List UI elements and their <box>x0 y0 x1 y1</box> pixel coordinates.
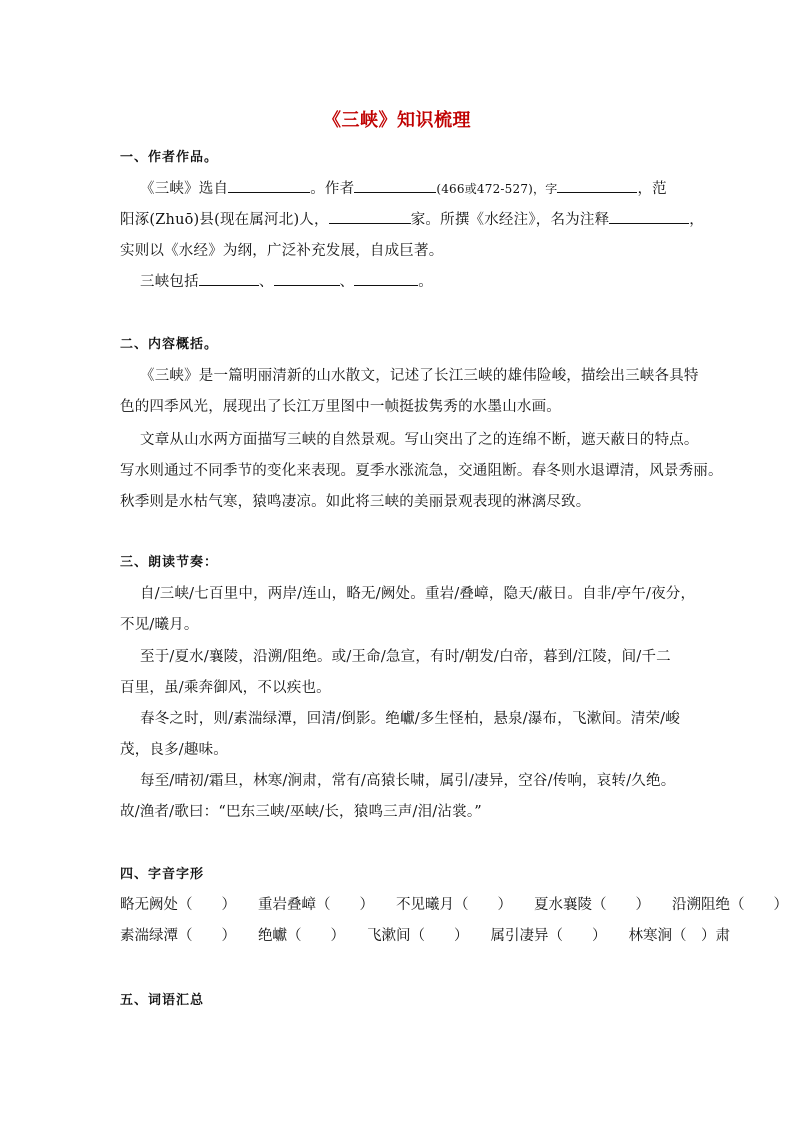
page-title: 《三峡》知识梳理 <box>323 110 471 131</box>
section-1-line-4 <box>140 270 680 291</box>
text: 《三峡》选自 <box>140 181 229 197</box>
section-3-line-6: 茂，良多/趣味。 <box>120 742 228 758</box>
section-1-line-3: 实则以《水经》为纲，广泛补充发展，自成巨著。 <box>120 243 444 259</box>
text: ，范 <box>637 181 667 197</box>
section-2-line-5: 秋季则是水枯气寒，猿鸣凄凉。如此将三峡的美丽景观表现的淋漓尽致。 <box>120 494 591 510</box>
section-3-line-3: 至于/夏水/襄陵，沿溯/阻绝。或/王命/急宣，有时/朝发/白帝，暮到/江陵，间/千二 <box>140 649 671 665</box>
section-2-line-2: 色的四季风光，展现出了长江万里图中一帧挺拔隽秀的水墨山水画。 <box>120 399 561 415</box>
pronunciation-item: 绝巘（ ） <box>258 928 345 944</box>
section-2-line-4: 写水则通过不同季节的变化来表现。夏季水涨流急，交通阻断。春冬则水退谭清，风景秀丽。 <box>120 463 723 479</box>
pronunciation-item: 素湍绿潭（ ） <box>120 928 236 944</box>
pronunciation-item: 林寒涧（ ）肃 <box>628 928 730 944</box>
fill-blank[interactable] <box>228 180 310 193</box>
pronunciation-item: 飞漱间（ ） <box>367 928 469 944</box>
fill-blank[interactable] <box>609 211 689 224</box>
section-4-heading: 四、字音字形 <box>120 867 205 882</box>
fill-blank[interactable] <box>557 180 637 193</box>
pronunciation-item: 不见曦月（ ） <box>396 897 512 913</box>
section-2-line-3: 文章从山水两方面描写三峡的自然景观。写山突出了之的连绵不断，遮天蔽日的特点。 <box>140 432 699 448</box>
text: 。作者 <box>310 181 355 197</box>
section-5-heading: 五、词语汇总 <box>120 993 205 1008</box>
section-3-line-5: 春冬之时，则/素湍绿潭，回清/倒影。绝巘/多生怪柏，悬泉/瀑布，飞漱间。清荣/峻 <box>140 711 680 727</box>
fill-blank[interactable] <box>354 180 436 193</box>
fill-blank[interactable] <box>274 273 340 286</box>
pronunciation-item: 重岩叠嶂（ ） <box>258 897 374 913</box>
pronunciation-row-2 <box>120 924 730 945</box>
pronunciation-item: 略无阙处（ ） <box>120 897 236 913</box>
text: 、 <box>339 274 355 290</box>
section-2-heading: 二、内容概括。 <box>120 337 219 352</box>
section-3-line-8: 故/渔者/歌曰：“巴东三峡/巫峡/长，猿鸣三声/泪/沾裳。” <box>120 804 482 820</box>
text: 家。所撰《水经注》，名为注释 <box>410 212 610 228</box>
fill-blank[interactable] <box>329 211 411 224</box>
pronunciation-item: 属引凄异（ ） <box>490 928 607 944</box>
fill-blank[interactable] <box>354 273 418 286</box>
section-3-heading: 三、朗读节奏： <box>120 555 219 570</box>
pronunciation-item: 沿溯阻绝（ ） <box>672 897 788 913</box>
section-3-line-4: 百里，虽/乘奔御风，不以疾也。 <box>120 680 331 696</box>
section-3-line-1: 自/三峡/七百里中，两岸/连山，略无/阙处。重岩/叠嶂，隐天/蔽日。自非/亭午/夜分， <box>140 586 696 602</box>
text: 。 <box>418 274 433 290</box>
text: (466或472-527)，字 <box>436 182 558 196</box>
section-1-line-1 <box>140 177 680 198</box>
pronunciation-item: 夏水襄陵（ ） <box>534 897 650 913</box>
section-3-line-7: 每至/晴初/霜旦，林寒/涧肃，常有/高猿长啸，属引/凄异，空谷/传响，哀转/久绝。 <box>140 773 676 789</box>
text: ， <box>689 212 704 228</box>
section-2-line-1: 《三峡》是一篇明丽清新的山水散文，记述了长江三峡的雄伟险峻，描绘出三峡各具特 <box>140 368 699 384</box>
text: 阳涿(Zhuō)县(现在属河北)人， <box>120 212 329 228</box>
section-1-heading: 一、作者作品。 <box>120 150 219 165</box>
text: 、 <box>258 274 274 290</box>
pronunciation-row-1 <box>120 893 788 914</box>
section-1-line-2 <box>120 208 704 229</box>
fill-blank[interactable] <box>199 273 259 286</box>
text: 三峡包括 <box>140 274 199 290</box>
section-3-line-2: 不见/曦月。 <box>120 617 199 633</box>
